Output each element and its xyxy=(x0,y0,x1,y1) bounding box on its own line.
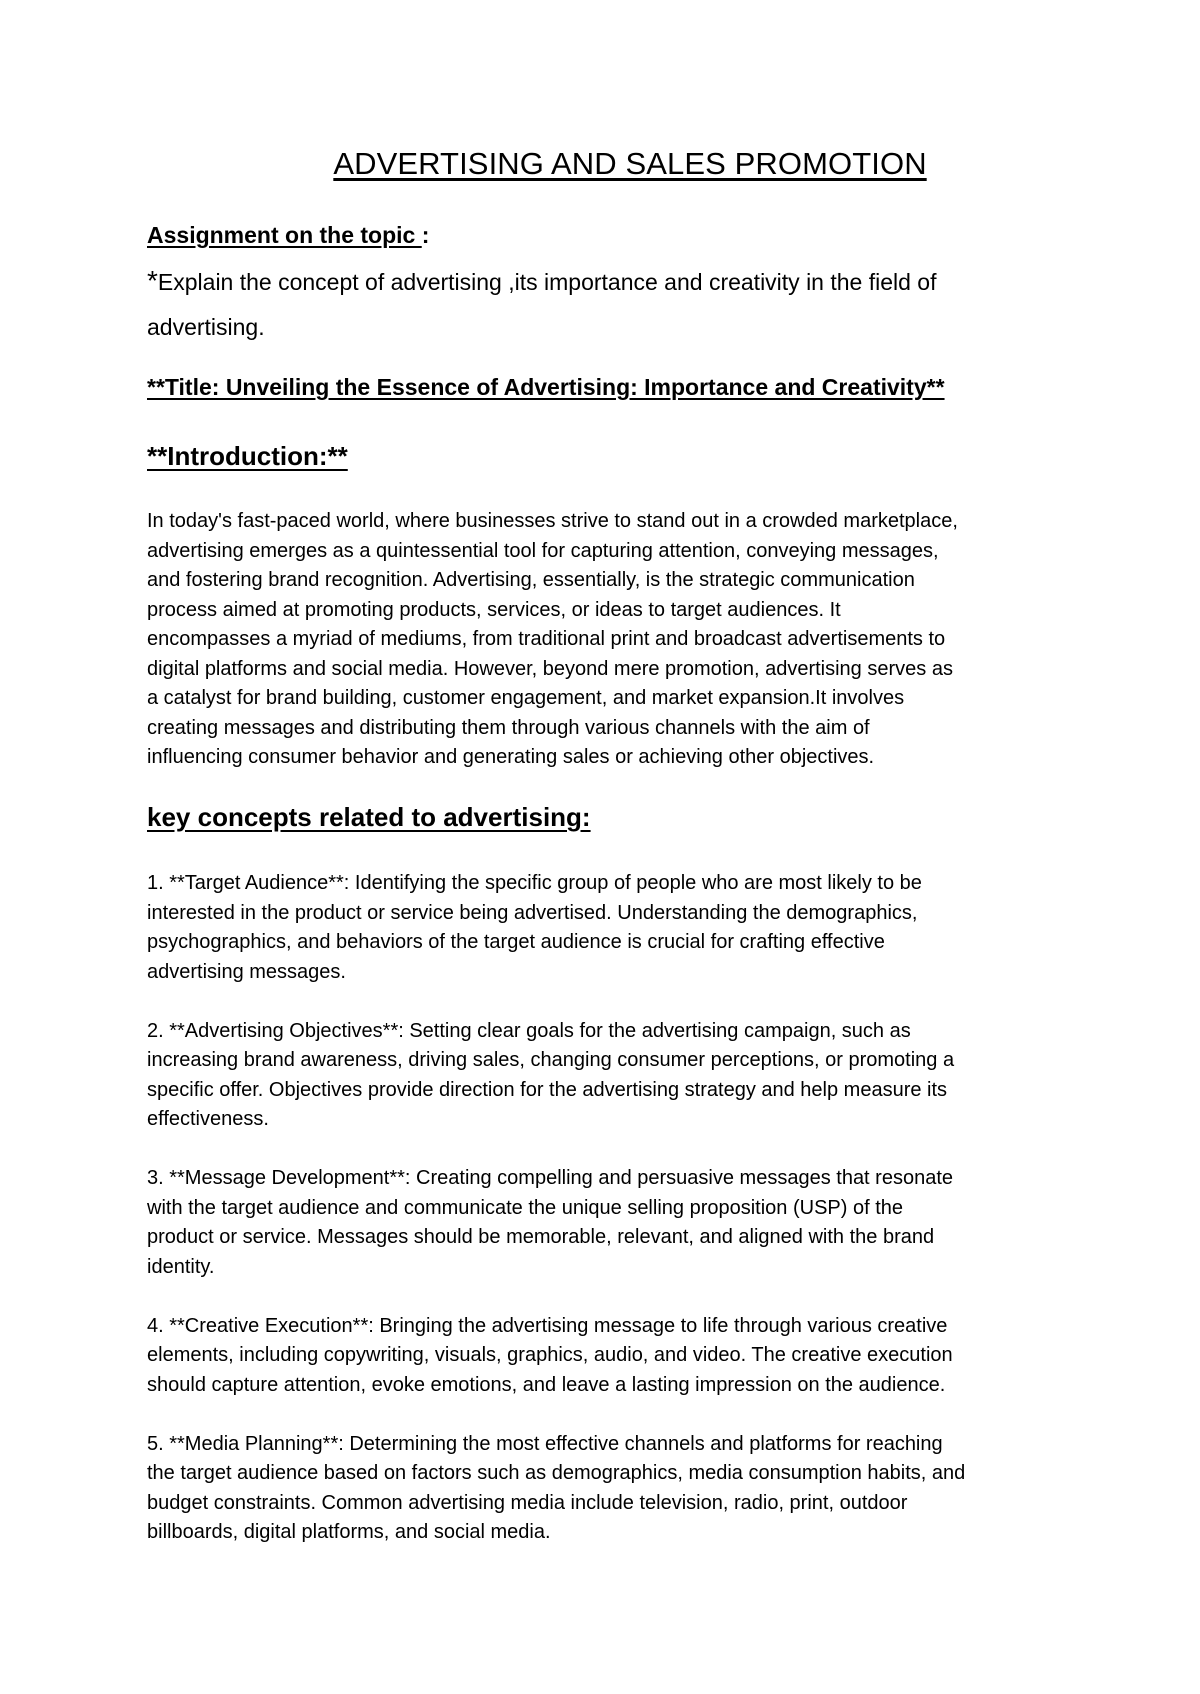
concept-message-development xyxy=(147,1164,1087,1282)
assignment-topic-line1: Explain the concept of advertising ,its importance and creativity in the field of xyxy=(157,269,937,295)
concept-line: with the target audience and communicate the unique selling proposition (USP) of the xyxy=(147,1196,904,1219)
intro-line: influencing consumer behavior and generating sales or achieving other objectives. xyxy=(147,746,875,768)
concept-line: should capture attention, evoke emotions, and leave a lasting impression on the audience. xyxy=(147,1373,946,1396)
concept-line: interested in the product or service being advertised. Understanding the demographics, xyxy=(147,901,918,924)
assignment-label-text: Assignment on the topic xyxy=(147,222,422,248)
essay-title: **Title: Unveiling the Essence of Advertising: Importance and Creativity** xyxy=(147,374,945,400)
concept-line: identity. xyxy=(147,1255,215,1278)
concept-line: psychographics, and behaviors of the target audience is crucial for crafting effective xyxy=(147,931,885,953)
intro-line: process aimed at promoting products, services, or ideas to target audiences. It xyxy=(147,598,841,621)
intro-line: advertising emerges as a quintessential tool for capturing attention, conveying messages, xyxy=(147,539,939,562)
concept-line: 4. **Creative Execution**: Bringing the advertising message to life through various creative xyxy=(147,1314,948,1337)
concept-line: specific offer. Objectives provide direction for the advertising strategy and help measure its xyxy=(147,1078,948,1101)
concept-line: increasing brand awareness, driving sales, changing consumer perceptions, or promoting a xyxy=(147,1049,955,1071)
intro-line: creating messages and distributing them through various channels with the aim of xyxy=(147,716,870,739)
intro-line: digital platforms and social media. However, beyond mere promotion, advertising serves as xyxy=(147,657,953,680)
concept-creative-execution xyxy=(147,1312,1087,1401)
assignment-label-colon: : xyxy=(421,222,430,248)
concept-advertising-objectives xyxy=(147,1017,1087,1135)
concept-line: elements, including copywriting, visuals, graphics, audio, and video. The creative execution xyxy=(147,1344,953,1366)
intro-line: a catalyst for brand building, customer engagement, and market expansion.It involves xyxy=(147,687,905,709)
assignment-topic-line xyxy=(147,258,1087,305)
concept-line: the target audience based on factors such as demographics, media consumption habits, and xyxy=(147,1462,966,1484)
concept-line: 2. **Advertising Objectives**: Setting clear goals for the advertising campaign, such as xyxy=(147,1019,911,1042)
assignment-label xyxy=(147,222,429,249)
concept-line: effectiveness. xyxy=(147,1108,269,1130)
concept-line: 5. **Media Planning**: Determining the most effective channels and platforms for reaching xyxy=(147,1432,943,1455)
concept-line: product or service. Messages should be memorable, relevant, and aligned with the brand xyxy=(147,1226,935,1248)
concept-line: billboards, digital platforms, and social media. xyxy=(147,1521,551,1543)
introduction-paragraph xyxy=(147,507,1087,773)
key-concepts-heading: key concepts related to advertising: xyxy=(147,802,591,832)
intro-line: In today's fast-paced world, where businesses strive to stand out in a crowded marketplace, xyxy=(147,510,958,532)
intro-line: and fostering brand recognition. Advertising, essentially, is the strategic communication xyxy=(147,569,915,591)
concept-line: 1. **Target Audience**: Identifying the specific group of people who are most likely to be xyxy=(147,872,922,894)
key-concepts-list xyxy=(147,869,1087,1577)
concept-media-planning xyxy=(147,1430,1087,1548)
intro-line: encompasses a myriad of mediums, from traditional print and broadcast advertisements to xyxy=(147,628,946,650)
assignment-topic-line2: advertising. xyxy=(147,314,265,340)
assignment-topic xyxy=(147,258,1087,350)
concept-target-audience xyxy=(147,869,1087,987)
document-title: ADVERTISING AND SALES PROMOTION xyxy=(333,146,927,181)
assignment-star: * xyxy=(147,265,158,296)
concept-line: budget constraints. Common advertising media include television, radio, print, outdoor xyxy=(147,1491,908,1514)
concept-line: advertising messages. xyxy=(147,960,346,983)
concept-line: 3. **Message Development**: Creating compelling and persuasive messages that resonate xyxy=(147,1167,954,1189)
introduction-heading: **Introduction:** xyxy=(147,441,348,471)
